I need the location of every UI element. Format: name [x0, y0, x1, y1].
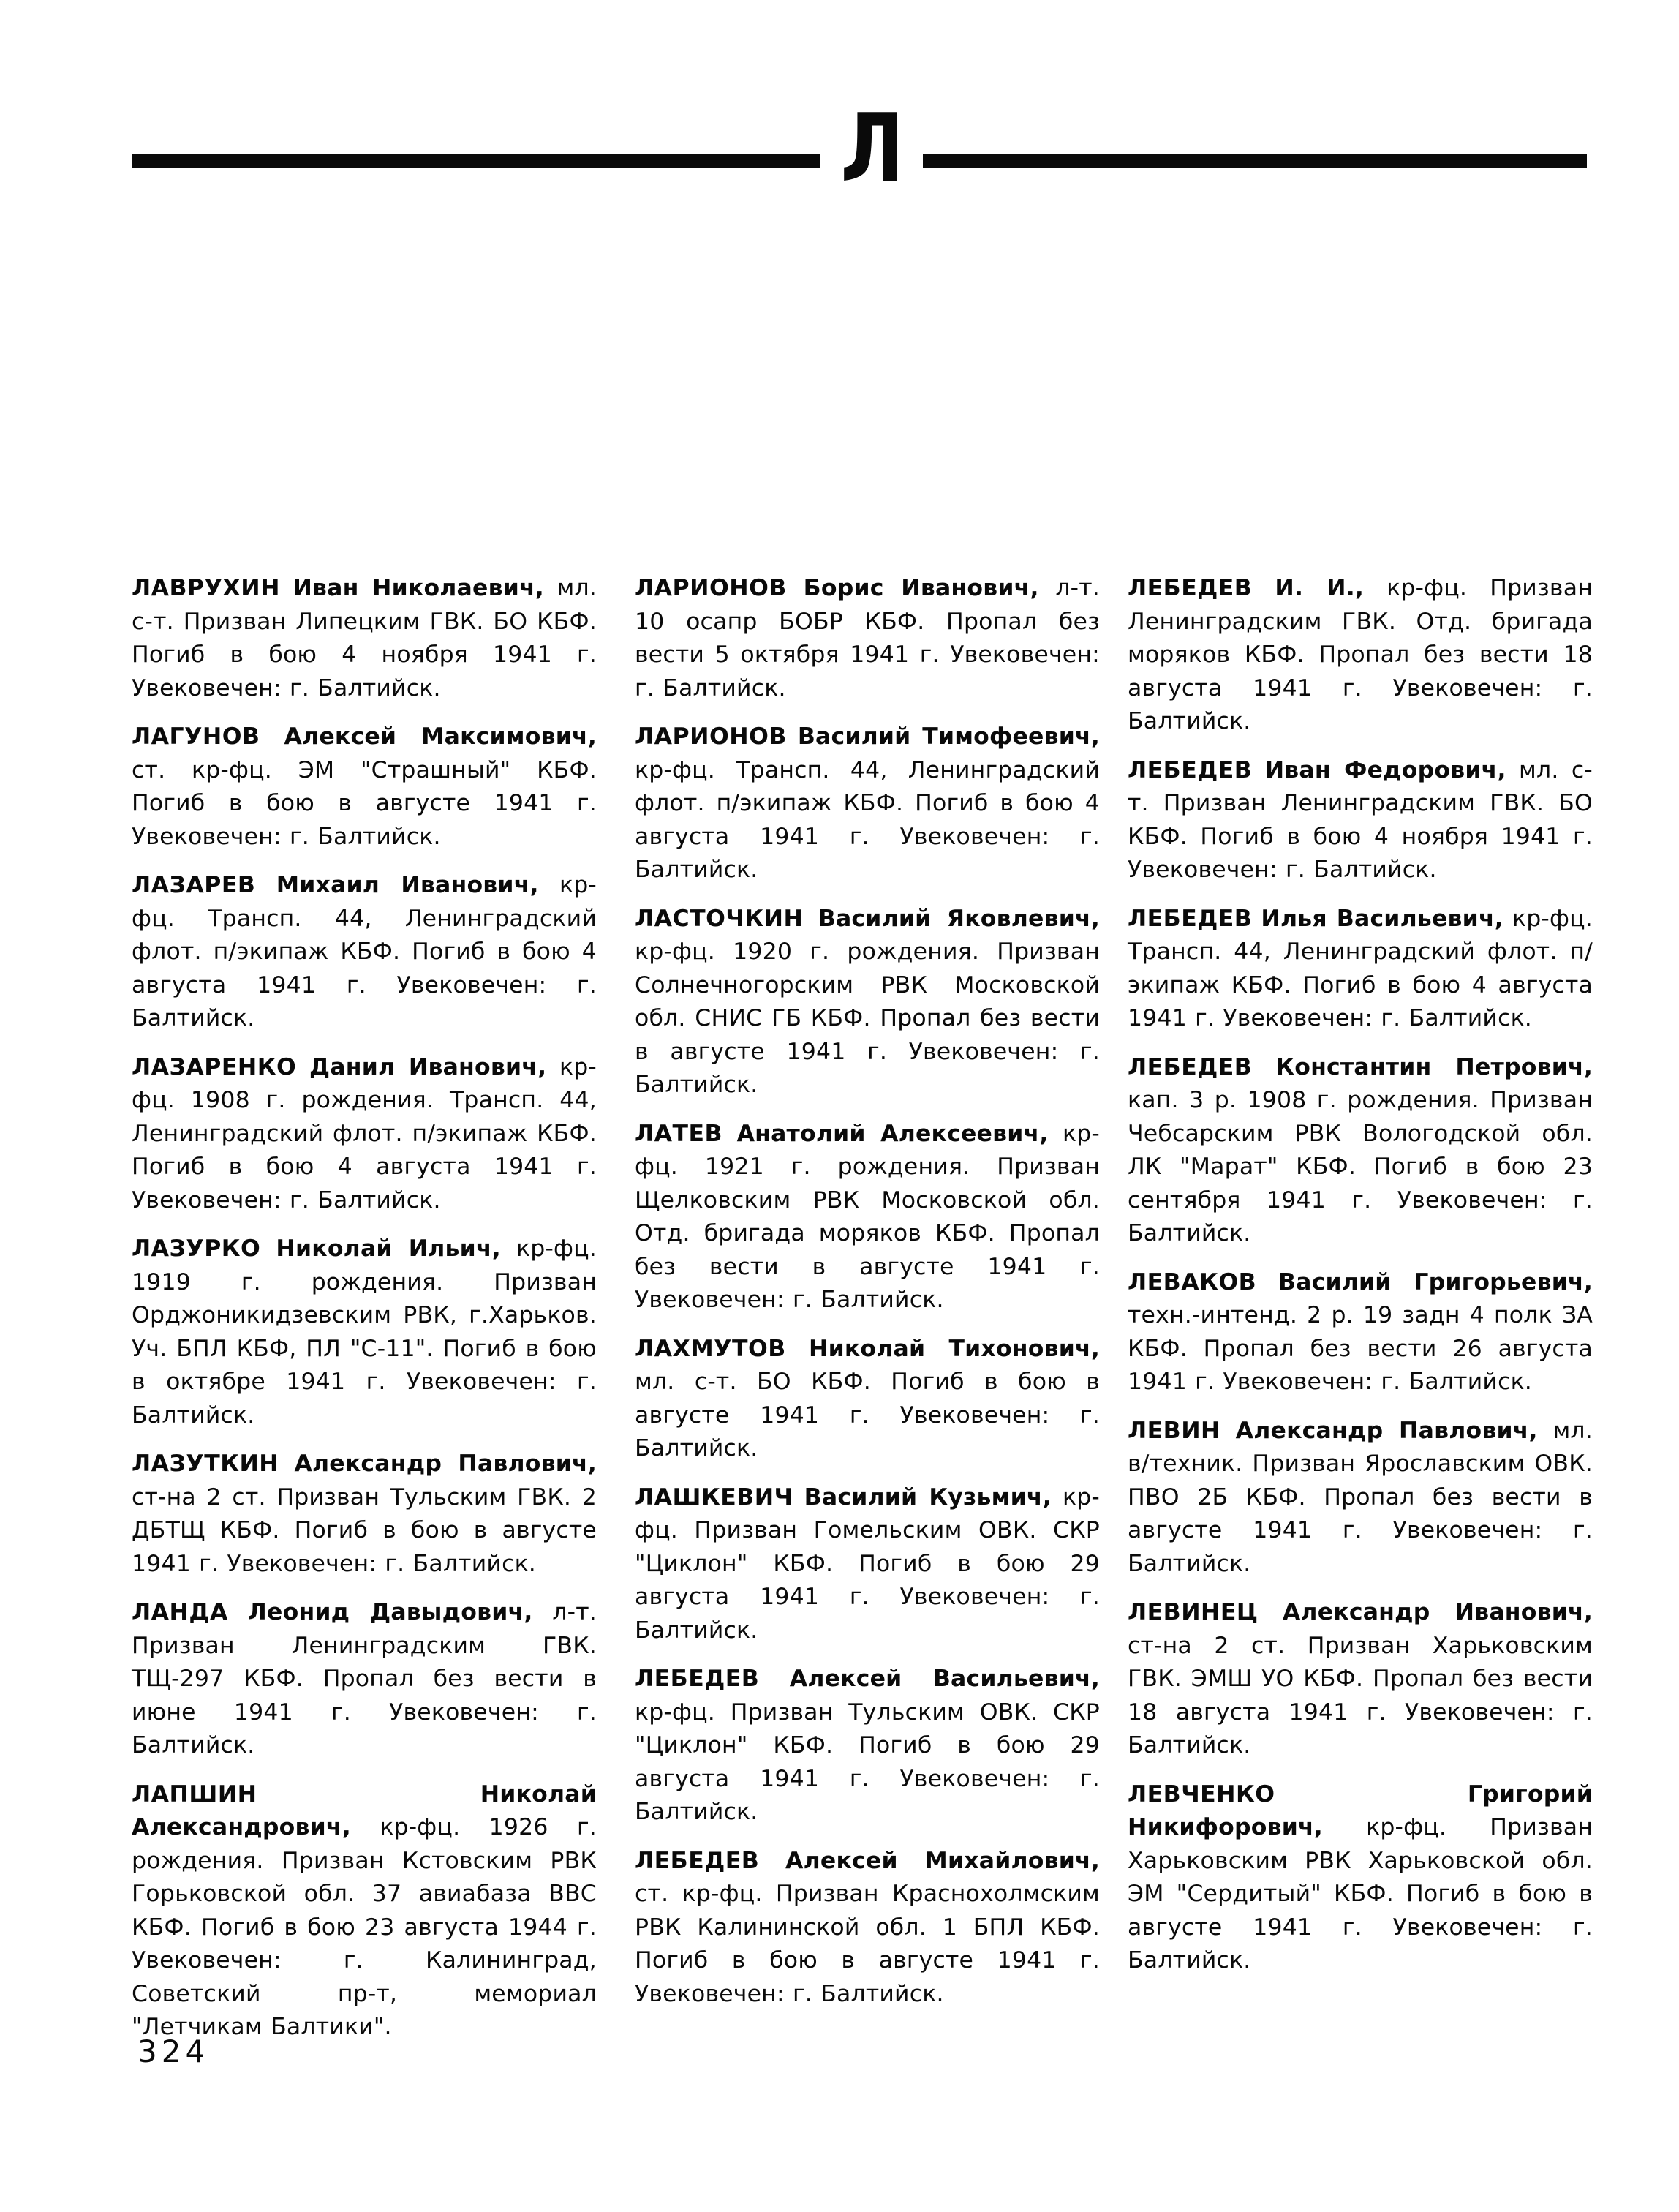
entry-text: кр-фц. 1926 г. рождения. Призван Кстовским РВК Горьковской обл. 37 авиабаза ВВС КБФ. Погиб в бою 23 августа 1944 г. Увековечен: г. Калининград, Советский пр-т, мемориал "Летчикам Балтики". [132, 1814, 597, 2040]
entry [132, 1778, 597, 2044]
entry-text: кр-фц. 1920 г. рождения. Призван Солнечногорским РВК Московской обл. СНИС ГБ КБФ. Пропал без вести в августе 1941 г. Увековечен: г. Балтийск. [635, 938, 1100, 1098]
entry-surname: ЛАТЕВ [635, 1120, 723, 1147]
entry-surname: ЛАНДА [132, 1599, 228, 1625]
entry-given-name: Михаил Иванович, [276, 872, 539, 898]
entry [1128, 1266, 1593, 1399]
entry [635, 1333, 1100, 1466]
entry-given-name: И. И., [1275, 575, 1365, 601]
entry-given-name: Василий Григорьевич, [1278, 1268, 1593, 1295]
entry-given-name: Василий Яковлевич, [818, 905, 1100, 932]
entry [635, 572, 1100, 705]
header-rule-left [132, 154, 820, 168]
entry-surname: ЛАЗУРКО [132, 1235, 261, 1262]
entry-surname: ЛЕБЕДЕВ [1128, 905, 1253, 932]
entry [635, 1663, 1100, 1829]
entry-text: ст. кр-фц. ЭМ "Страшный" КБФ. Погиб в бою в августе 1941 г. Увековечен: г. Балтийск. [132, 756, 597, 850]
entry-given-name: Алексей Максимович, [284, 723, 597, 750]
entry [635, 1845, 1100, 2012]
entry [1128, 1778, 1593, 1978]
entry-surname: ЛЕВАКОВ [1128, 1268, 1257, 1295]
entry-given-name: Александр Павлович, [294, 1451, 597, 1477]
entry-text: мл. в/техник. Призван Ярославским ОВК. ПВО 2Б КБФ. Пропал без вести в августе 1941 г. Увековечен: г. Балтийск. [1128, 1417, 1593, 1577]
entry-text: кр-фц. Трансп. 44, Ленинградский флот. п/экипаж КБФ. Погиб в бою 4 августа 1941 г. Увековечен: г. Балтийск. [635, 756, 1100, 883]
entry-surname: ЛАВРУХИН [132, 575, 280, 601]
entry [132, 869, 597, 1036]
entry-text: кр-фц. Призван Харьковским РВК Харьковской обл. ЭМ "Сердитый" КБФ. Погиб в бою в августе 1941 г. Увековечен: г. Балтийск. [1128, 1814, 1593, 1974]
header-rule-right [923, 154, 1587, 168]
entry-given-name: Алексей Михайлович, [785, 1847, 1100, 1874]
entry-surname: ЛЕБЕДЕВ [1128, 1053, 1253, 1080]
entry-given-name: Леонид Давыдович, [247, 1599, 533, 1625]
entry [1128, 1051, 1593, 1251]
entry-surname: ЛАПШИН [132, 1780, 257, 1807]
section-letter: Л [840, 94, 905, 203]
entry-given-name: Николай Тихонович, [809, 1335, 1100, 1362]
entry-surname: ЛЕБЕДЕВ [1128, 756, 1253, 783]
entry-given-name: Григорий Никифорович, [1128, 1780, 1593, 1840]
entry-text: л-т. Призван Ленинградским ГВК. ТЩ-297 КБФ. Пропал без вести в июне 1941 г. Увековечен: г. Балтийск. [132, 1599, 597, 1758]
entry [132, 572, 597, 705]
entry [1128, 1415, 1593, 1581]
entry-given-name: Николай Ильич, [276, 1235, 501, 1262]
entry-given-name: Николай Александрович, [132, 1780, 597, 1840]
entry-given-name: Иван Николаевич, [293, 575, 544, 601]
entry-surname: ЛЕБЕДЕВ [635, 1847, 760, 1874]
entry-text: кр-фц. 1919 г. рождения. Призван Орджоникидзевским РВК, г.Харьков. Уч. БПЛ КБФ, ПЛ "С-11". Погиб в бою в октябре 1941 г. Увековечен: г. Балтийск. [132, 1235, 597, 1429]
entry-given-name: Василий Кузьмич, [804, 1483, 1052, 1511]
page-number: 324 [137, 2034, 210, 2069]
entry-given-name: Анатолий Алексеевич, [736, 1120, 1049, 1147]
entry-text: кр-фц. 1908 г. рождения. Трансп. 44, Ленинградский флот. п/экипаж КБФ. Погиб в бою 4 августа 1941 г. Увековечен: г. Балтийск. [132, 1053, 597, 1214]
column-3 [1128, 572, 1593, 1993]
entry-surname: ЛЕВЧЕНКО [1128, 1780, 1275, 1807]
entry-text: мл. с-т. Призван Липецким ГВК. БО КБФ. Погиб в бою 4 ноября 1941 г. Увековечен: г. Балтийск. [132, 575, 597, 701]
entry-surname: ЛЕВИН [1128, 1417, 1220, 1444]
entry-surname: ЛЕВИНЕЦ [1128, 1599, 1259, 1625]
entry [635, 721, 1100, 887]
entry [1128, 903, 1593, 1036]
entry-text: кап. 3 р. 1908 г. рождения. Призван Чебсарским РВК Вологодской обл. ЛК "Марат" КБФ. Погиб в бою 23 сентября 1941 г. Увековечен: г. Балтийск. [1128, 1087, 1593, 1246]
entry-text: мл. с-т. Призван Ленинградским ГВК. БО КБФ. Погиб в бою 4 ноября 1941 г. Увековечен: г. Балтийск. [1128, 756, 1593, 883]
entry-text: ст-на 2 ст. Призван Тульским ГВК. 2 ДБТЩ КБФ. Погиб в бою в августе 1941 г. Увековечен: г. Балтийск. [132, 1483, 597, 1577]
column-1 [132, 572, 597, 2060]
entry [132, 721, 597, 854]
entry-given-name: Александр Павлович, [1235, 1417, 1538, 1444]
entry-text: кр-фц. Трансп. 44, Ленинградский флот. п/экипаж КБФ. Погиб в бою 4 августа 1941 г. Увековечен: г. Балтийск. [1128, 905, 1593, 1031]
entry [635, 903, 1100, 1102]
entry-surname: ЛАШКЕВИЧ [635, 1483, 793, 1511]
entry [1128, 754, 1593, 887]
entry-surname: ЛЕБЕДЕВ [635, 1666, 760, 1692]
entry-given-name: Иван Федорович, [1264, 756, 1506, 783]
entry-surname: ЛАСТОЧКИН [635, 905, 804, 932]
entry-given-name: Константин Петрович, [1275, 1053, 1593, 1080]
entry-given-name: Борис Иванович, [803, 575, 1039, 601]
entry-given-name: Александр Иванович, [1282, 1599, 1593, 1625]
entry-surname: ЛАЗАРЕНКО [132, 1053, 297, 1080]
entry-text: техн.-интенд. 2 р. 19 задн 4 полк ЗА КБФ. Пропал без вести 26 августа 1941 г. Увековечен: г. Балтийск. [1128, 1302, 1593, 1395]
entry-text: кр-фц. Призван Тульским ОВК. СКР "Циклон" КБФ. Погиб в бою 29 августа 1941 г. Увековечен: г. Балтийск. [635, 1698, 1100, 1825]
entry [132, 1448, 597, 1581]
entry-text: кр-фц. 1921 г. рождения. Призван Щелковским РВК Московской обл. Отд. бригада моряков КБФ. Пропал без вести в августе 1941 г. Увековечен: г. Балтийск. [635, 1120, 1101, 1313]
entry-surname: ЛАГУНОВ [132, 723, 260, 750]
entry-text: кр-фц. Трансп. 44, Ленинградский флот. п/экипаж КБФ. Погиб в бою 4 августа 1941 г. Увековечен: г. Балтийск. [132, 872, 597, 1031]
entry-text: л-т. 10 осапр БОБР КБФ. Пропал без вести 5 октября 1941 г. Увековечен: г. Балтийск. [635, 575, 1100, 701]
entry [1128, 572, 1593, 739]
entry [132, 1233, 597, 1432]
entry [1128, 1596, 1593, 1763]
entry-given-name: Данил Иванович, [309, 1053, 547, 1080]
entry [132, 1051, 597, 1218]
column-2 [635, 572, 1100, 2026]
entry-surname: ЛАРИОНОВ [635, 723, 787, 750]
entry-given-name: Алексей Васильевич, [789, 1666, 1101, 1692]
entry-text: мл. с-т. БО КБФ. Погиб в бою в августе 1941 г. Увековечен: г. Балтийск. [635, 1369, 1100, 1462]
entry-surname: ЛАЗУТКИН [132, 1451, 279, 1477]
entry-text: кр-фц. Призван Гомельским ОВК. СКР "Циклон" КБФ. Погиб в бою 29 августа 1941 г. Увековечен: г. Балтийск. [635, 1483, 1100, 1644]
entry-text: ст-на 2 ст. Призван Харьковским ГВК. ЭМШ УО КБФ. Пропал без вести 18 августа 1941 г. Увековечен: г. Балтийск. [1128, 1632, 1593, 1758]
entry [635, 1481, 1100, 1648]
entry [132, 1596, 597, 1763]
entry-surname: ЛАРИОНОВ [635, 575, 787, 601]
entry-text: кр-фц. Призван Ленинградским ГВК. Отд. бригада моряков КБФ. Пропал без вести 18 августа 1941 г. Увековечен: г. Балтийск. [1128, 575, 1593, 734]
entry [635, 1118, 1100, 1317]
entry-surname: ЛЕБЕДЕВ [1128, 575, 1253, 601]
entry-surname: ЛАХМУТОВ [635, 1335, 786, 1362]
entry-text: ст. кр-фц. Призван Краснохолмским РВК Калининской обл. 1 БПЛ КБФ. Погиб в бою в августе 1941 г. Увековечен: г. Балтийск. [635, 1881, 1100, 2007]
entry-given-name: Василий Тимофеевич, [797, 723, 1100, 750]
entry-surname: ЛАЗАРЕВ [132, 872, 256, 898]
entry-given-name: Илья Васильевич, [1261, 905, 1503, 932]
